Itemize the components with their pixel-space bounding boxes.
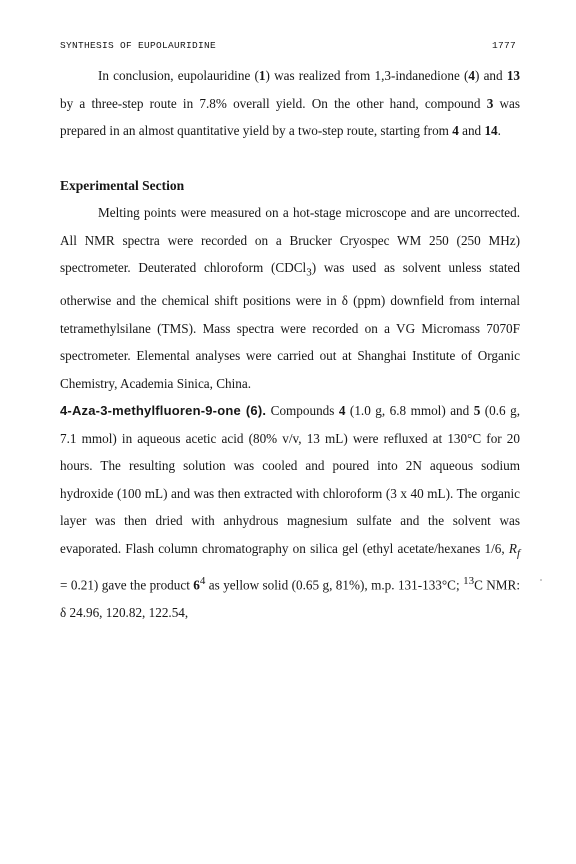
article-body bbox=[60, 62, 520, 626]
scan-speck bbox=[540, 579, 542, 581]
conclusion-paragraph: In conclusion, eupolauridine (1) was realized from 1,3-indanedione (4) and 13 by a three-step route in 7.8% overall yield. On the other hand, compound 3 was prepared in an almost quantitative yield by a two-step route, starting from 4 and 14. bbox=[60, 68, 521, 138]
running-title: SYNTHESIS OF EUPOLAURIDINE bbox=[60, 40, 217, 51]
compound-heading: 4-Aza-3-methylfluoren-9-one (6). bbox=[60, 403, 267, 419]
section-heading: Experimental Section bbox=[60, 177, 185, 193]
procedure-paragraph: 4-Aza-3-methylfluoren-9-one (6). Compounds 4 (1.0 g, 6.8 mmol) and 5 (0.6 g, 7.1 mmol) in aqueous acetic acid (80% v/v, 13 mL) were refluxed at 130°C for 20 hours. The resulting solution was cooled and poured into 2N aqueous sodium hydroxide (100 mL) and was then extracted with chloroform (3 x 40 mL). The organic layer was then dried with anhydrous magnesium sulfate and the solvent was evaporated. Flash column chromatography on silica gel (ethyl acetate/hexanes 1/6, $R_f = 0.21$) gave the product $6^4$ as yellow solid (0.65 g, 81%), m.p. 131-133°C; $^{13}$C NMR: δ 24.96, 120.82, 122.54, bbox=[60, 403, 520, 620]
general-methods-paragraph: Melting points were measured on a hot-stage microscope and are uncorrected. All NMR spectra were recorded on a Brucker Cryospec WM 250 (250 MHz) spectrometer. Deuterated chloroform (CDCl$_3$) was used as solvent unless stated otherwise and the chemical shift positions were in δ (ppm) downfield from internal tetramethylsilane (TMS). Mass spectra were recorded on a VG Micromass 7070F spectrometer. Elemental analyses were carried out at Shanghai Institute of Organic Chemistry, Academia Sinica, China. bbox=[60, 205, 520, 391]
section-gap bbox=[60, 145, 520, 172]
page-number: 1777 bbox=[491, 40, 516, 51]
